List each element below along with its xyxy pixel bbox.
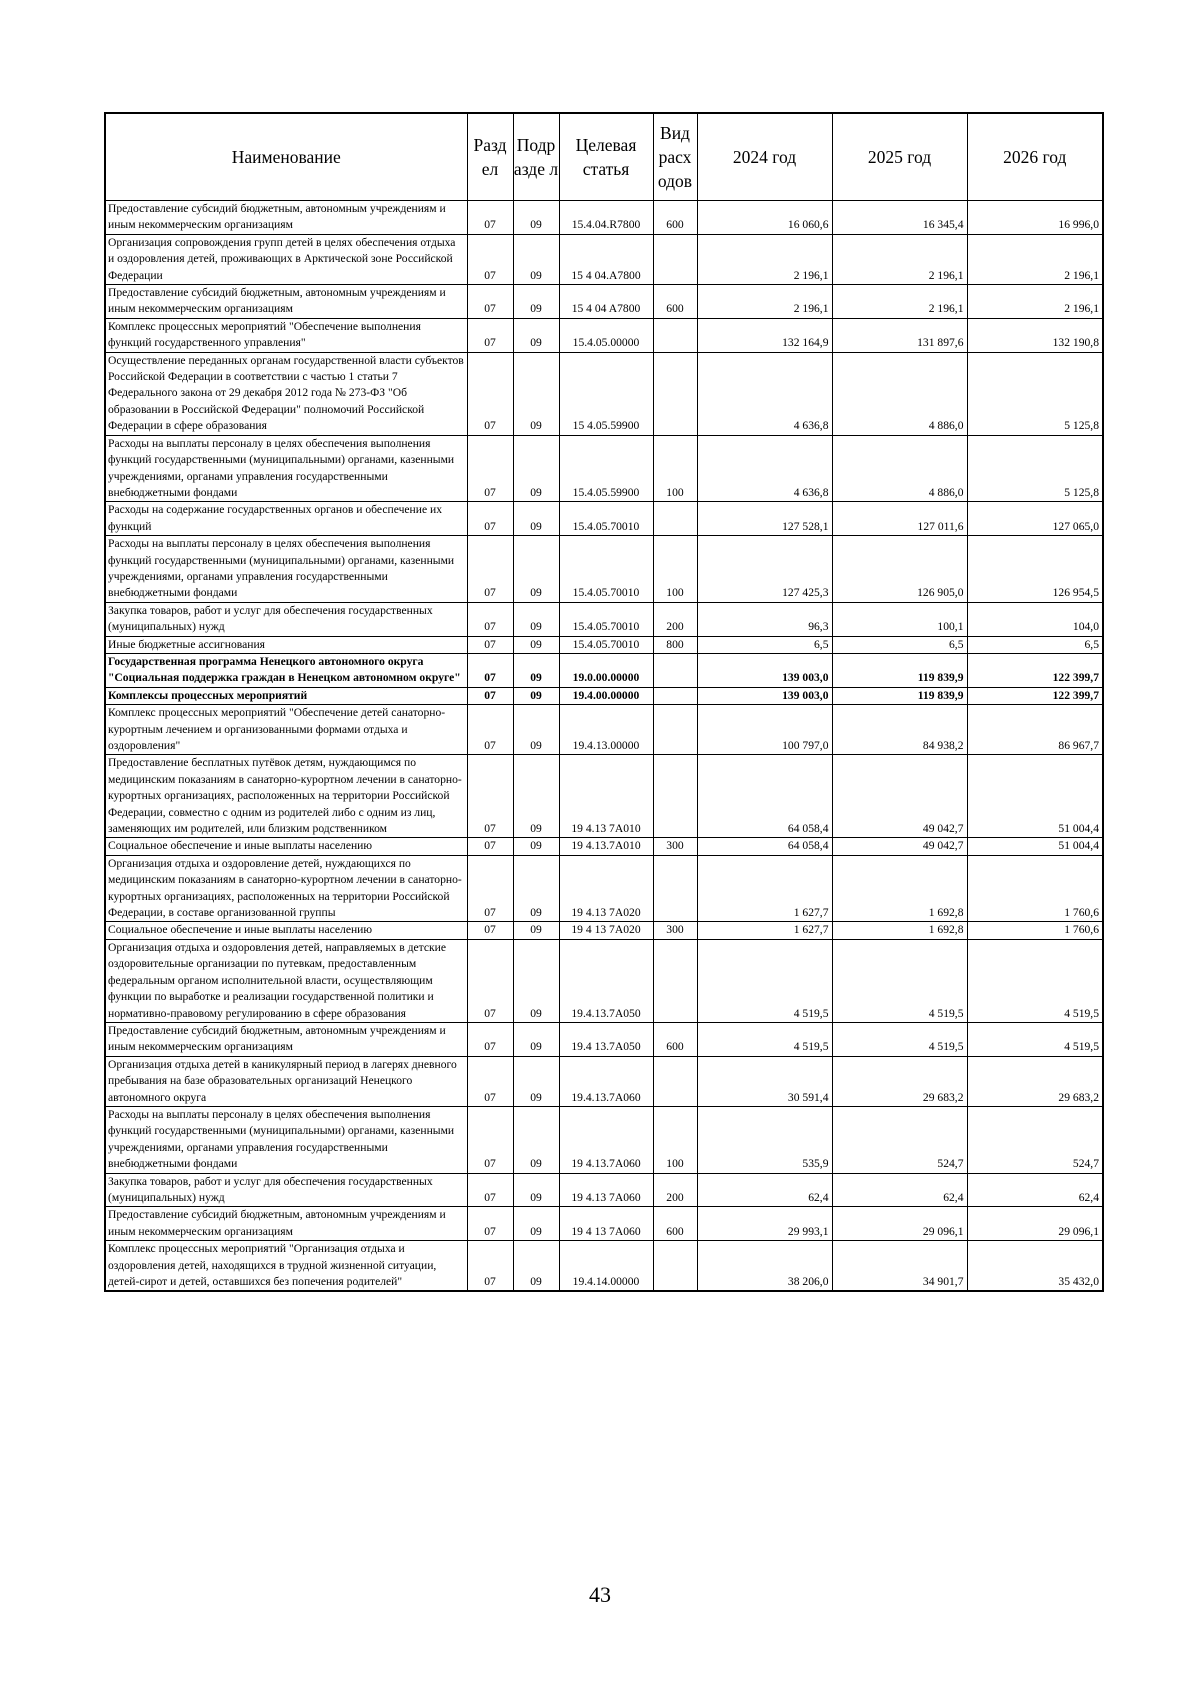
cell-2026: 29 683,2 (967, 1056, 1103, 1106)
cell-2024: 2 196,1 (697, 234, 832, 284)
cell-razdel: 07 (467, 855, 513, 922)
cell-2024: 535,9 (697, 1106, 832, 1173)
cell-2024: 6,5 (697, 636, 832, 653)
cell-vid-raskhodov: 300 (653, 838, 697, 855)
table-row (105, 234, 1103, 284)
header-vid-raskhodov: Вид расх одов (653, 113, 697, 201)
cell-vid-raskhodov (653, 653, 697, 687)
table-row (105, 602, 1103, 636)
cell-podrazdel: 09 (513, 1056, 559, 1106)
cell-vid-raskhodov: 600 (653, 201, 697, 235)
cell-2026: 6,5 (967, 636, 1103, 653)
cell-name: Закупка товаров, работ и услуг для обеспечения государственных (муниципальных) нужд (105, 1173, 467, 1207)
header-razdel: Разд ел (467, 113, 513, 201)
table-row (105, 1056, 1103, 1106)
cell-2025: 119 839,9 (832, 687, 967, 704)
cell-tselevaya-statya: 19 4.13 7A060 (559, 1173, 653, 1207)
header-year-2025: 2025 год (832, 113, 967, 201)
cell-razdel: 07 (467, 1241, 513, 1292)
header-year-2026: 2026 год (967, 113, 1103, 201)
cell-vid-raskhodov (653, 687, 697, 704)
cell-podrazdel: 09 (513, 201, 559, 235)
cell-vid-raskhodov: 100 (653, 435, 697, 502)
cell-vid-raskhodov: 200 (653, 1173, 697, 1207)
cell-podrazdel: 09 (513, 687, 559, 704)
cell-razdel: 07 (467, 838, 513, 855)
cell-podrazdel: 09 (513, 502, 559, 536)
cell-2026: 4 519,5 (967, 939, 1103, 1022)
cell-podrazdel: 09 (513, 855, 559, 922)
cell-razdel: 07 (467, 602, 513, 636)
cell-razdel: 07 (467, 201, 513, 235)
cell-podrazdel: 09 (513, 1207, 559, 1241)
cell-tselevaya-statya: 19.4.00.00000 (559, 687, 653, 704)
table-row (105, 687, 1103, 704)
cell-2026: 2 196,1 (967, 234, 1103, 284)
cell-vid-raskhodov: 200 (653, 602, 697, 636)
cell-name: Предоставление субсидий бюджетным, автономным учреждениям и иным некоммерческим организациям (105, 285, 467, 319)
cell-2025: 29 096,1 (832, 1207, 967, 1241)
cell-2024: 139 003,0 (697, 653, 832, 687)
cell-name: Комплексы процессных мероприятий (105, 687, 467, 704)
cell-2024: 38 206,0 (697, 1241, 832, 1292)
cell-2024: 96,3 (697, 602, 832, 636)
cell-podrazdel: 09 (513, 1022, 559, 1056)
table-row (105, 536, 1103, 603)
cell-name: Комплекс процессных мероприятий "Обеспечение выполнения функций государственного управления" (105, 318, 467, 352)
cell-2025: 16 345,4 (832, 201, 967, 235)
cell-podrazdel: 09 (513, 922, 559, 939)
cell-name: Организация сопровождения групп детей в целях обеспечения отдыха и оздоровления детей, проживающих в Арктической зоне Российской Федерации (105, 234, 467, 284)
cell-2026: 126 954,5 (967, 536, 1103, 603)
table-row (105, 922, 1103, 939)
table-row (105, 502, 1103, 536)
table-row (105, 1022, 1103, 1056)
cell-razdel: 07 (467, 922, 513, 939)
cell-2026: 1 760,6 (967, 922, 1103, 939)
cell-tselevaya-statya: 19 4.13.7A010 (559, 838, 653, 855)
cell-name: Предоставление бесплатных путёвок детям, нуждающимся по медицинским показаниям в санаторно-курортном лечении в санаторно-курортных организациях, расположенных на территории Российской Федерации, совместно с одним из родителей либо с одним из лиц, заменяющих им родителей, или близким родственником (105, 755, 467, 838)
cell-2025: 84 938,2 (832, 705, 967, 755)
cell-name: Социальное обеспечение и иные выплаты населению (105, 838, 467, 855)
table-row (105, 1207, 1103, 1241)
cell-podrazdel: 09 (513, 1241, 559, 1292)
table-header (105, 113, 1103, 201)
cell-razdel: 07 (467, 435, 513, 502)
cell-2025: 49 042,7 (832, 838, 967, 855)
cell-2024: 132 164,9 (697, 318, 832, 352)
cell-name: Комплекс процессных мероприятий "Обеспечение детей санаторно-курортным лечением и организованными формами отдыха и оздоровления" (105, 705, 467, 755)
cell-razdel: 07 (467, 1106, 513, 1173)
cell-razdel: 07 (467, 687, 513, 704)
cell-2025: 100,1 (832, 602, 967, 636)
header-year-2024: 2024 год (697, 113, 832, 201)
cell-razdel: 07 (467, 502, 513, 536)
cell-vid-raskhodov (653, 755, 697, 838)
cell-vid-raskhodov (653, 705, 697, 755)
table-row (105, 1106, 1103, 1173)
cell-name: Иные бюджетные ассигнования (105, 636, 467, 653)
cell-2026: 35 432,0 (967, 1241, 1103, 1292)
cell-podrazdel: 09 (513, 1106, 559, 1173)
cell-name: Социальное обеспечение и иные выплаты населению (105, 922, 467, 939)
table-row (105, 939, 1103, 1022)
cell-2025: 62,4 (832, 1173, 967, 1207)
cell-tselevaya-statya: 15.4.04.R7800 (559, 201, 653, 235)
cell-name: Предоставление субсидий бюджетным, автономным учреждениям и иным некоммерческим организациям (105, 1207, 467, 1241)
table-row (105, 653, 1103, 687)
table-row (105, 318, 1103, 352)
cell-2024: 29 993,1 (697, 1207, 832, 1241)
cell-2024: 4 636,8 (697, 352, 832, 435)
cell-name: Организация отдыха и оздоровления детей, направляемых в детские оздоровительные организации по путевкам, предоставленным федеральным органом исполнительной власти, осуществляющим функции по выработке и реализации государственной политики и нормативно-правовому регулированию в сфере образования (105, 939, 467, 1022)
cell-2025: 6,5 (832, 636, 967, 653)
cell-2026: 524,7 (967, 1106, 1103, 1173)
cell-2026: 1 760,6 (967, 855, 1103, 922)
cell-podrazdel: 09 (513, 435, 559, 502)
cell-2024: 1 627,7 (697, 922, 832, 939)
cell-razdel: 07 (467, 1173, 513, 1207)
cell-2025: 4 519,5 (832, 1022, 967, 1056)
cell-tselevaya-statya: 19.0.00.00000 (559, 653, 653, 687)
table-row (105, 838, 1103, 855)
cell-vid-raskhodov: 100 (653, 536, 697, 603)
cell-tselevaya-statya: 15.4.05.59900 (559, 435, 653, 502)
cell-podrazdel: 09 (513, 536, 559, 603)
cell-tselevaya-statya: 15 4 04.A7800 (559, 234, 653, 284)
cell-name: Предоставление субсидий бюджетным, автономным учреждениям и иным некоммерческим организациям (105, 201, 467, 235)
budget-table-container (104, 112, 1102, 1292)
cell-tselevaya-statya: 19 4.13 7A010 (559, 755, 653, 838)
cell-razdel: 07 (467, 636, 513, 653)
cell-tselevaya-statya: 15 4.05.59900 (559, 352, 653, 435)
cell-2024: 64 058,4 (697, 838, 832, 855)
cell-razdel: 07 (467, 1207, 513, 1241)
cell-tselevaya-statya: 15.4.05.00000 (559, 318, 653, 352)
cell-razdel: 07 (467, 653, 513, 687)
cell-tselevaya-statya: 19.4.14.00000 (559, 1241, 653, 1292)
cell-name: Организация отдыха детей в каникулярный период в лагерях дневного пребывания на базе образовательных организаций Ненецкого автономного округа (105, 1056, 467, 1106)
cell-name: Организация отдыха и оздоровление детей, нуждающихся по медицинским показаниям в санаторно-курортном лечении в санаторно-курортных организациях, расположенных на территории Российской Федерации, в составе организованной группы (105, 855, 467, 922)
cell-vid-raskhodov: 800 (653, 636, 697, 653)
table-row (105, 755, 1103, 838)
table-row (105, 1241, 1103, 1292)
cell-podrazdel: 09 (513, 234, 559, 284)
cell-podrazdel: 09 (513, 352, 559, 435)
header-podrazdel: Подр азде л (513, 113, 559, 201)
cell-2026: 16 996,0 (967, 201, 1103, 235)
cell-2026: 127 065,0 (967, 502, 1103, 536)
cell-vid-raskhodov: 600 (653, 1022, 697, 1056)
table-row (105, 636, 1103, 653)
cell-2026: 4 519,5 (967, 1022, 1103, 1056)
cell-razdel: 07 (467, 536, 513, 603)
cell-vid-raskhodov (653, 939, 697, 1022)
cell-2025: 1 692,8 (832, 922, 967, 939)
table-row (105, 1173, 1103, 1207)
cell-name: Предоставление субсидий бюджетным, автономным учреждениям и иным некоммерческим организациям (105, 1022, 467, 1056)
cell-2026: 29 096,1 (967, 1207, 1103, 1241)
cell-name: Расходы на выплаты персоналу в целях обеспечения выполнения функций государственными (муниципальными) органами, казенными учреждениями, органами управления государственными внебюджетными фондами (105, 435, 467, 502)
cell-tselevaya-statya: 15.4.05.70010 (559, 502, 653, 536)
cell-2025: 29 683,2 (832, 1056, 967, 1106)
cell-2024: 64 058,4 (697, 755, 832, 838)
cell-razdel: 07 (467, 939, 513, 1022)
cell-podrazdel: 09 (513, 939, 559, 1022)
cell-podrazdel: 09 (513, 653, 559, 687)
cell-podrazdel: 09 (513, 285, 559, 319)
cell-vid-raskhodov (653, 234, 697, 284)
cell-razdel: 07 (467, 1022, 513, 1056)
header-name: Наименование (105, 113, 467, 201)
cell-vid-raskhodov: 600 (653, 1207, 697, 1241)
table-row (105, 855, 1103, 922)
cell-2024: 2 196,1 (697, 285, 832, 319)
cell-2024: 4 636,8 (697, 435, 832, 502)
cell-2026: 5 125,8 (967, 352, 1103, 435)
cell-2024: 139 003,0 (697, 687, 832, 704)
cell-2025: 119 839,9 (832, 653, 967, 687)
cell-tselevaya-statya: 15.4.05.70010 (559, 602, 653, 636)
cell-vid-raskhodov (653, 318, 697, 352)
cell-2025: 49 042,7 (832, 755, 967, 838)
cell-2025: 524,7 (832, 1106, 967, 1173)
cell-2024: 4 519,5 (697, 939, 832, 1022)
cell-2025: 2 196,1 (832, 234, 967, 284)
cell-vid-raskhodov (653, 502, 697, 536)
cell-2026: 2 196,1 (967, 285, 1103, 319)
cell-2024: 1 627,7 (697, 855, 832, 922)
cell-2025: 131 897,6 (832, 318, 967, 352)
table-row (105, 705, 1103, 755)
cell-2026: 51 004,4 (967, 838, 1103, 855)
cell-vid-raskhodov: 600 (653, 285, 697, 319)
cell-2025: 127 011,6 (832, 502, 967, 536)
cell-razdel: 07 (467, 755, 513, 838)
budget-table (104, 112, 1104, 1292)
cell-name: Расходы на выплаты персоналу в целях обеспечения выполнения функций государственными (муниципальными) органами, казенными учреждениями, органами управления государственными внебюджетными фондами (105, 1106, 467, 1173)
cell-name: Закупка товаров, работ и услуг для обеспечения государственных (муниципальных) нужд (105, 602, 467, 636)
cell-vid-raskhodov (653, 1056, 697, 1106)
cell-2024: 127 528,1 (697, 502, 832, 536)
cell-2024: 100 797,0 (697, 705, 832, 755)
table-row (105, 201, 1103, 235)
cell-name: Расходы на выплаты персоналу в целях обеспечения выполнения функций государственными (муниципальными) органами, казенными учреждениями, органами управления государственными внебюджетными фондами (105, 536, 467, 603)
cell-razdel: 07 (467, 234, 513, 284)
cell-vid-raskhodov: 300 (653, 922, 697, 939)
cell-tselevaya-statya: 19 4.13 7A020 (559, 855, 653, 922)
cell-podrazdel: 09 (513, 838, 559, 855)
cell-vid-raskhodov (653, 855, 697, 922)
cell-vid-raskhodov (653, 352, 697, 435)
header-tselevaya-statya: Целевая статья (559, 113, 653, 201)
cell-name: Расходы на содержание государственных органов и обеспечение их функций (105, 502, 467, 536)
cell-tselevaya-statya: 19.4 13.7A050 (559, 1022, 653, 1056)
cell-tselevaya-statya: 19.4.13.7A050 (559, 939, 653, 1022)
cell-tselevaya-statya: 19 4 13 7A060 (559, 1207, 653, 1241)
cell-podrazdel: 09 (513, 755, 559, 838)
cell-vid-raskhodov (653, 1241, 697, 1292)
cell-2025: 4 519,5 (832, 939, 967, 1022)
table-body (105, 201, 1103, 1292)
cell-tselevaya-statya: 19.4.13.00000 (559, 705, 653, 755)
cell-2024: 4 519,5 (697, 1022, 832, 1056)
cell-2024: 30 591,4 (697, 1056, 832, 1106)
cell-2026: 104,0 (967, 602, 1103, 636)
cell-name: Осуществление переданных органам государственной власти субъектов Российской Федерации в соответствии с частью 1 статьи 7 Федерального закона от 29 декабря 2012 года № 273-ФЗ "Об образовании в Российской Федерации" полномочий Российской Федерации в сфере образования (105, 352, 467, 435)
cell-tselevaya-statya: 15.4.05.70010 (559, 536, 653, 603)
cell-2025: 126 905,0 (832, 536, 967, 603)
cell-podrazdel: 09 (513, 1173, 559, 1207)
cell-tselevaya-statya: 19 4.13.7A060 (559, 1106, 653, 1173)
cell-2026: 86 967,7 (967, 705, 1103, 755)
table-row (105, 285, 1103, 319)
cell-2026: 122 399,7 (967, 687, 1103, 704)
cell-tselevaya-statya: 19 4 13 7A020 (559, 922, 653, 939)
cell-razdel: 07 (467, 352, 513, 435)
cell-podrazdel: 09 (513, 705, 559, 755)
cell-tselevaya-statya: 15.4.05.70010 (559, 636, 653, 653)
cell-2025: 2 196,1 (832, 285, 967, 319)
cell-2025: 4 886,0 (832, 435, 967, 502)
cell-2025: 1 692,8 (832, 855, 967, 922)
cell-tselevaya-statya: 19.4.13.7A060 (559, 1056, 653, 1106)
cell-2026: 51 004,4 (967, 755, 1103, 838)
cell-podrazdel: 09 (513, 602, 559, 636)
cell-razdel: 07 (467, 318, 513, 352)
cell-2026: 132 190,8 (967, 318, 1103, 352)
cell-podrazdel: 09 (513, 636, 559, 653)
page-number: 43 (589, 1582, 611, 1607)
cell-2026: 122 399,7 (967, 653, 1103, 687)
cell-razdel: 07 (467, 1056, 513, 1106)
table-row (105, 435, 1103, 502)
cell-podrazdel: 09 (513, 318, 559, 352)
cell-2026: 62,4 (967, 1173, 1103, 1207)
table-row (105, 352, 1103, 435)
cell-2024: 62,4 (697, 1173, 832, 1207)
cell-2025: 34 901,7 (832, 1241, 967, 1292)
cell-2025: 4 886,0 (832, 352, 967, 435)
cell-razdel: 07 (467, 285, 513, 319)
cell-razdel: 07 (467, 705, 513, 755)
cell-vid-raskhodov: 100 (653, 1106, 697, 1173)
cell-name: Комплекс процессных мероприятий "Организация отдыха и оздоровления детей, находящихся в трудной жизненной ситуации, детей-сирот и детей, оставшихся без попечения родителей" (105, 1241, 467, 1292)
cell-2024: 16 060,6 (697, 201, 832, 235)
cell-tselevaya-statya: 15 4 04 A7800 (559, 285, 653, 319)
cell-name: Государственная программа Ненецкого автономного округа "Социальная поддержка граждан в Ненецком автономном округе" (105, 653, 467, 687)
cell-2026: 5 125,8 (967, 435, 1103, 502)
cell-2024: 127 425,3 (697, 536, 832, 603)
